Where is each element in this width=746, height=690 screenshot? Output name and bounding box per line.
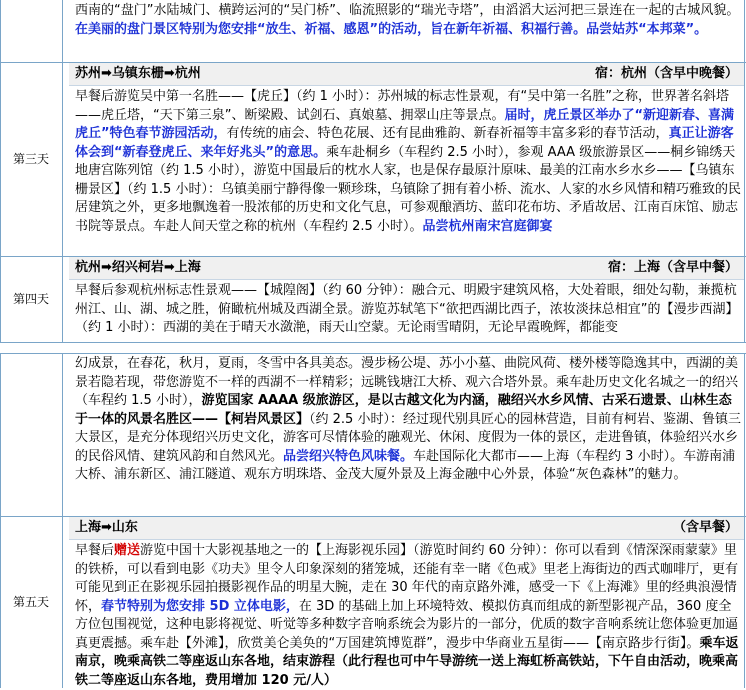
day4-p2: 幻成景，在春花，秋月，夏雨，冬雪中各具美态。漫步杨公堤、苏小小墓、曲院风荷、楼外楼等隐逸其中，西湖的美景若隐若现，带您游览不一样的西湖不一样精彩；远眺钱塘江大桥、观六合塔外景。乘车赴历史文化名城之一的绍兴（车程约 1.5 小时）， — [75, 356, 739, 408]
day4-content-part1 — [63, 257, 746, 338]
day3-label: 第三天 — [0, 63, 63, 256]
day5-label: 第五天 — [0, 517, 63, 688]
day3-p2-highlight: 真正让游客体会到“新春登虎丘、来年好兆头”的意思。 — [75, 126, 734, 160]
intro-content — [63, 0, 746, 39]
day4-row-part1 — [0, 257, 746, 342]
day5-text — [69, 540, 744, 690]
day5-content — [63, 517, 746, 690]
day3-stay: 宿：杭州（含早中晚餐） — [594, 66, 738, 81]
day3-p3: 乘车赴桐乡（车程约 2.5 小时），参观 AAA 级旅游景区——桐乡锦绣天地唐宫陈列馆（约 1.5 小时），游览中国最后的枕水人家，也是保存最原汁原味、最美的江南水乡水乡——【乌镇东栅景区】（约 1.5 小时）：乌镇美丽宁静得像一颗珍珠，乌镇除了拥有着小桥、流水、人家的水乡风情和精巧雅致的民居建筑之外，更多地飘逸着一股浓郁的历史和文化气息，可参观酿酒坊、蓝印花布坊、矛盾故居、江南百床馆、励志书院等景点。车赴人间天堂之称的杭州（车程约 2.5 小时）。 — [75, 144, 741, 234]
day4-header — [69, 257, 744, 280]
day5-route: 上海➡山东 — [75, 520, 138, 535]
day5-header — [69, 517, 744, 540]
day4-p1: 早餐后参观杭州标志性景观——【城隍阁】（约 60 分钟）：融合元、明殿宇建筑风格，大处着眼，细处勾勒，兼揽杭州江、山、湖、城之胜，俯瞰杭州城及西湖全景。游览苏轼笔下“欲把西湖比西子，浓妆淡抹总相宜”的【漫步西湖】（约 1 小时）：西湖的美在于晴天水潋滟，雨天山空蒙。无论雨雪晴阴，无论早霞晚辉，都能变 — [75, 283, 739, 335]
day5-stay: （含早餐） — [672, 520, 738, 535]
day3-p1: 早餐后游览吴中第一名胜——【虎丘】（约 1 小时）：苏州城的标志性景观，有“吴中第一名胜”之称，世界著名斜塔——虎丘塔，“天下第三泉”、断梁殿、试剑石、真娘墓、拥翠山庄等景点。 — [75, 89, 730, 123]
intro-text — [69, 0, 744, 39]
day4-row-part2 — [0, 353, 746, 516]
day5-p2: 在 3D 的基础上加上环境特效、模拟仿真而组成的新型影视产品，360 度全方位包围视觉，这种电影将视觉、听觉等多种数字音响系统会为影片的一部分，优质的数字音响系统让您体验更加逼真更震撼。乘车赴【外滩】，欣赏美仑美奂的“万国建筑博览群”，漫步中华商业五星街——【南京路步行街】。 — [75, 598, 739, 651]
intro-line: 西南的“盘门”水陆城门、横跨运河的“吴门桥”、临流照影的“瑞光寺塔”，由滔滔大运河把三景连在一起的古城风貌。 — [75, 3, 740, 18]
day4-p3-highlight: 品尝绍兴特色风味餐。 — [283, 448, 414, 464]
day3-row — [0, 63, 746, 256]
day3-header — [69, 63, 744, 86]
day5-p1a: 早餐后 — [75, 543, 115, 558]
day5-gift-highlight: 赠送 — [114, 543, 141, 558]
day3-p1-highlight: 届时，虎丘景区举办了“新迎新春、喜满虎丘”特色春节游园活动， — [75, 107, 735, 141]
day3-route: 苏州➡乌镇东栅➡杭州 — [75, 66, 201, 81]
day5-p1b: 游览中国十大影视基地之一的【上海影视乐园】（游览时间约 60 分钟）：你可以看到《情深深雨蒙蒙》里的铁桥，可以看到电影《功夫》里令人印象深刻的猪笼城，还能有幸一睹《色戒》里老上海街边的西式咖啡厅，更有可能见到正在影视乐园拍摄影视作品的明星大腕，走在 30 年代的南京路外滩，感受一下《上海滩》里的经典浪漫情怀， — [75, 543, 739, 614]
day4-p4: 车赴国际化大都市——上海（车程约 3 小时）。车游南浦大桥、浦东新区、浦江隧道、观东方明珠塔、金茂大厦外景及上海金融中心外景，体验“灰色森林”的魅力。 — [75, 448, 736, 482]
day4-label: 第四天 — [0, 257, 63, 342]
day4-text-part2 — [69, 353, 744, 485]
day4-text-part1 — [69, 280, 744, 338]
day3-p2: 有传统的庙会、特色花展、还有昆曲雅韵、新春祈福等丰富多彩的春节活动， — [226, 126, 669, 141]
day5-p3-bold: 乘车返南京，晚乘高铁二等座返山东各地，结束游程（此行程也可中午导游统一送上海虹桥高铁站，下午自由活动，晚乘高铁二等座返山东各地，费用增加 120 元/人） — [75, 635, 739, 688]
day4-p3: （约 2.5 小时）：经过现代别具匠心的园林营造，目前有柯岩、鉴湖、鲁镇三大景区，是充分体现绍兴历史文化，游客可尽情体验的融观光、休闲、度假为一体的景区，走进鲁镇，体验绍兴水乡的民俗风情、建筑风韵和自然风光。 — [75, 411, 741, 464]
day4-content-part2 — [63, 353, 746, 485]
day4-stay: 宿：上海（含早中餐） — [607, 260, 738, 275]
day4-route: 杭州➡绍兴柯岩➡上海 — [75, 260, 201, 275]
intro-highlight: 在美丽的盘门景区特别为您安排“放生、祈福、感恩”的活动，旨在新年祈福、积福行善。品尝姑苏“本邦菜”。 — [75, 21, 708, 37]
intro-row — [0, 0, 746, 62]
day3-text — [69, 86, 744, 236]
day5-p1-highlight: 春节特别为您安排 5D 立体电影， — [101, 598, 299, 614]
day4-p2-bold: 游览国家 AAAA 级旅游区，是以古越文化为内涵，融绍兴水乡风情、古采石遗景、山林生态于一体的风景名胜区——【柯岩风景区】 — [75, 393, 732, 427]
day4-day-cell-continued — [0, 353, 63, 516]
day3-content — [63, 63, 746, 236]
day5-row — [0, 517, 746, 688]
intro-day-cell — [0, 0, 63, 62]
day3-p3-highlight: 品尝杭州南宋宫庭御宴 — [422, 218, 553, 234]
